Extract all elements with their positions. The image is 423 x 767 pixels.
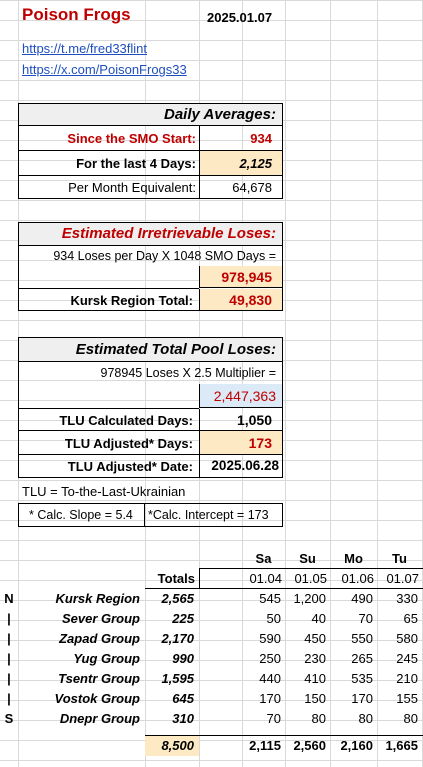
row-marker: N bbox=[4, 591, 14, 606]
group-name: Tsentr Group bbox=[58, 671, 140, 686]
group-total: 225 bbox=[172, 611, 194, 626]
day-value: 545 bbox=[259, 591, 281, 606]
day-value: 535 bbox=[351, 671, 373, 686]
tlu-calculated-days-value: 1,050 bbox=[236, 412, 272, 428]
total-pool-value: 2,447,363 bbox=[213, 388, 276, 404]
day-header: Su bbox=[299, 551, 316, 566]
daily-averages-heading-cell bbox=[19, 104, 282, 126]
calc-slope-note: * Calc. Slope = 5.4 bbox=[29, 508, 133, 522]
group-name: Zapad Group bbox=[59, 631, 140, 646]
irretrievable-formula: 934 Loses per Day X 1048 SMO Days = bbox=[53, 249, 276, 263]
group-name: Yug Group bbox=[73, 651, 140, 666]
group-name: Kursk Region bbox=[55, 591, 140, 606]
day-value: 245 bbox=[396, 651, 418, 666]
per-month-label: Per Month Equivalent: bbox=[68, 180, 196, 195]
page-title: Poison Frogs bbox=[22, 5, 131, 24]
tlu-calculated-days-label: TLU Calculated Days: bbox=[59, 413, 193, 428]
row-marker: S bbox=[4, 711, 14, 726]
last-4-days-row bbox=[19, 151, 282, 176]
report-date: 2025.01.07 bbox=[207, 10, 273, 25]
day-value: 70 bbox=[358, 611, 373, 626]
date-header: 01.07 bbox=[386, 571, 419, 586]
kursk-total-label: Kursk Region Total: bbox=[70, 293, 193, 308]
telegram-link[interactable]: https://t.me/fred33flint bbox=[22, 41, 148, 56]
day-value: 230 bbox=[304, 651, 326, 666]
day-total: 2,160 bbox=[340, 738, 373, 753]
irretrievable-heading: Estimated Irretrievable Loses: bbox=[61, 225, 276, 242]
per-month-row bbox=[19, 176, 282, 198]
row-marker: | bbox=[7, 651, 11, 666]
row-marker: | bbox=[7, 611, 11, 626]
total-pool-formula: 978945 Loses X 2.5 Multiplier = bbox=[100, 366, 276, 380]
day-value: 250 bbox=[259, 651, 281, 666]
group-total: 310 bbox=[172, 711, 194, 726]
x-link[interactable]: https://x.com/PoisonFrogs33 bbox=[22, 62, 187, 77]
day-value: 590 bbox=[259, 631, 281, 646]
group-name: Dnepr Group bbox=[59, 711, 140, 726]
day-value: 170 bbox=[259, 691, 281, 706]
day-header: Sa bbox=[255, 551, 272, 566]
since-smo-value: 934 bbox=[250, 131, 272, 146]
day-value: 330 bbox=[396, 591, 418, 606]
per-month-value: 64,678 bbox=[232, 180, 272, 195]
day-value: 265 bbox=[351, 651, 373, 666]
day-value: 155 bbox=[396, 691, 418, 706]
tlu-adjusted-date-value: 2025.06.28 bbox=[211, 458, 279, 473]
day-value: 80 bbox=[358, 711, 373, 726]
day-value: 40 bbox=[311, 611, 326, 626]
date-header: 01.04 bbox=[249, 571, 282, 586]
day-header: Tu bbox=[392, 551, 407, 566]
grand-total: 8,500 bbox=[145, 736, 199, 756]
group-name: Sever Group bbox=[61, 611, 140, 626]
day-value: 450 bbox=[304, 631, 326, 646]
tlu-adjusted-days-label: TLU Adjusted* Days: bbox=[64, 436, 193, 451]
day-total: 2,115 bbox=[249, 738, 281, 753]
group-total: 1,595 bbox=[161, 671, 194, 686]
day-header: Mo bbox=[344, 551, 363, 566]
day-total: 2,560 bbox=[293, 738, 326, 753]
row-marker: | bbox=[7, 631, 11, 646]
tlu-definition: TLU = To-the-Last-Ukrainian bbox=[22, 484, 186, 499]
day-value: 80 bbox=[403, 711, 418, 726]
day-value: 170 bbox=[351, 691, 373, 706]
day-value: 150 bbox=[304, 691, 326, 706]
group-total: 2,565 bbox=[161, 591, 194, 606]
calc-intercept-note: *Calc. Intercept = 173 bbox=[148, 508, 269, 522]
day-value: 440 bbox=[259, 671, 281, 686]
day-value: 80 bbox=[311, 711, 326, 726]
group-name: Vostok Group bbox=[54, 691, 140, 706]
group-total: 645 bbox=[172, 691, 194, 706]
tlu-adjusted-date-label: TLU Adjusted* Date: bbox=[67, 459, 193, 474]
day-total: 1,665 bbox=[385, 738, 418, 753]
day-value: 1,200 bbox=[293, 591, 326, 606]
row-marker: | bbox=[7, 671, 11, 686]
day-value: 410 bbox=[304, 671, 326, 686]
group-total: 2,170 bbox=[161, 631, 194, 646]
day-value: 70 bbox=[266, 711, 281, 726]
date-header: 01.05 bbox=[294, 571, 327, 586]
since-smo-row bbox=[19, 126, 282, 151]
date-header: 01.06 bbox=[341, 571, 374, 586]
since-smo-label: Since the SMO Start: bbox=[67, 131, 196, 146]
last-4-days-label: For the last 4 Days: bbox=[76, 156, 196, 171]
tlu-adjusted-days-value: 173 bbox=[248, 435, 272, 451]
group-total: 990 bbox=[172, 651, 194, 666]
day-value: 65 bbox=[403, 611, 418, 626]
day-value: 210 bbox=[396, 671, 418, 686]
row-marker: | bbox=[7, 691, 11, 706]
day-value: 490 bbox=[351, 591, 373, 606]
daily-averages-heading: Daily Averages: bbox=[163, 106, 276, 123]
day-value: 50 bbox=[266, 611, 281, 626]
day-value: 580 bbox=[396, 631, 418, 646]
irretrievable-value: 978,945 bbox=[221, 269, 272, 285]
total-pool-heading: Estimated Total Pool Loses: bbox=[75, 341, 276, 358]
day-value: 550 bbox=[351, 631, 373, 646]
last-4-days-value: 2,125 bbox=[239, 156, 272, 171]
kursk-total-value: 49,830 bbox=[229, 292, 272, 308]
totals-header: Totals bbox=[157, 571, 195, 586]
